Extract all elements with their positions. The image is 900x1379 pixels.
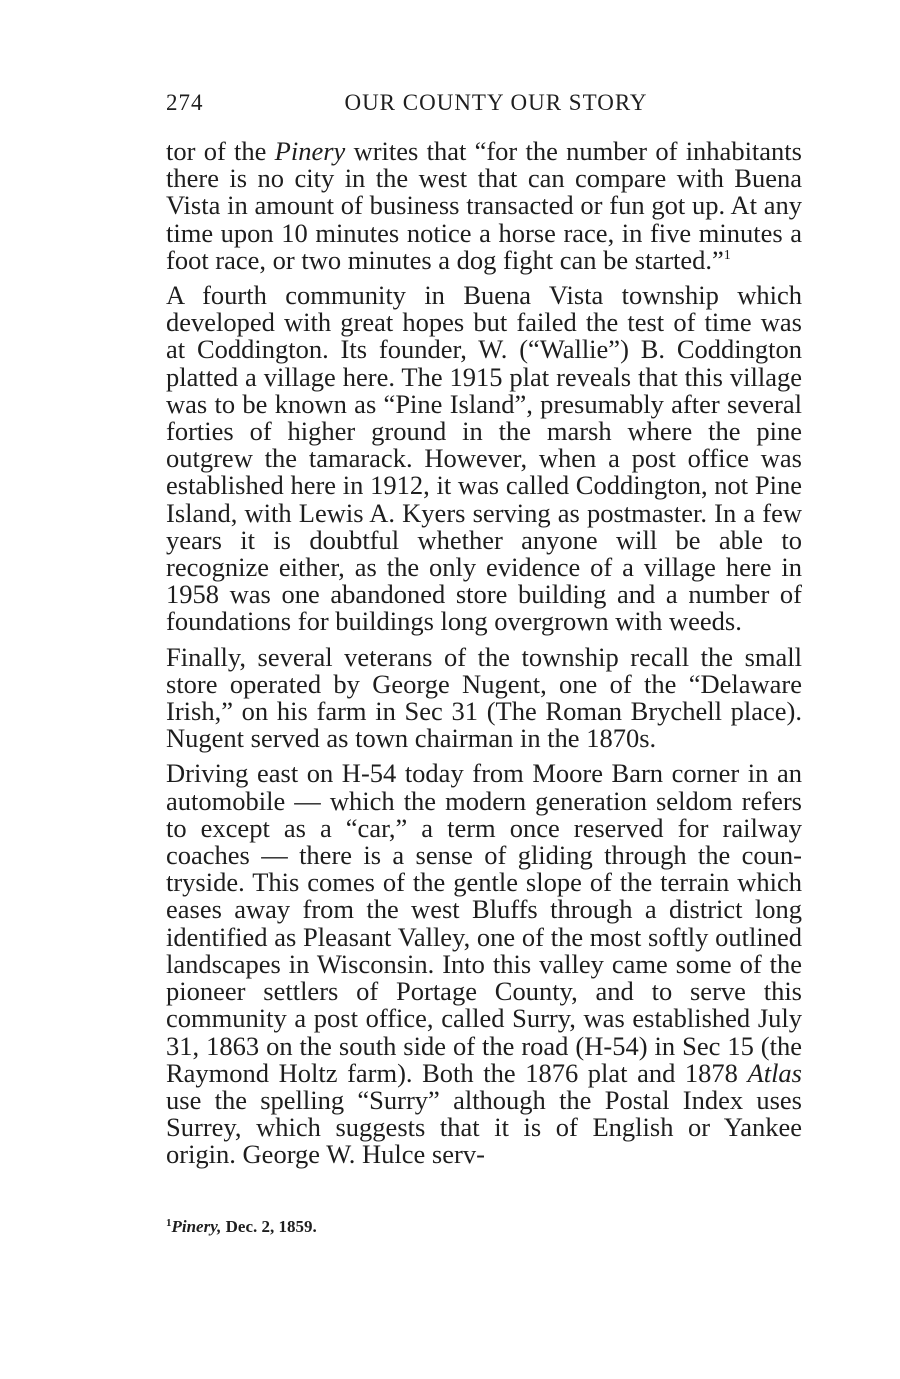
- running-title: OUR COUNTY OUR STORY: [344, 90, 648, 115]
- running-head: [166, 90, 802, 120]
- footnote-source: Pinery,: [171, 1217, 222, 1236]
- page-number: 274: [166, 90, 204, 115]
- body-text: [166, 138, 802, 1177]
- paragraph-nugent: Finally, several veterans of the township recall the small store operated by George Nugent, one of the “Delaware Irish,” on his farm in Sec 31 (The Roman Brychell place). Nugent served as town chairman in the 1870s.: [166, 641, 802, 754]
- paragraph-text: Driving east on H-54 today from Moore Barn corner in an automobile — which the modern generation seldom refers to except as a “car,” a term once reserved for railway coaches — there is a sense of gliding through the countryside. This comes of the gentle slope of the terrain which eases away from the west Bluffs through a district long identified as Pleasant Valley, one of the most softly outlined landscapes in Wisconsin. Into this valley came some of the pioneer settlers of Portage County, and to serve this community a post office, called Surry, was established July 31, 1863 on the south side of the road (H-54) in Sec 15 (the Raymond Holtz farm). Both the 1876 plat and 1878: [166, 758, 802, 1088]
- paragraph-text: writes that “for the number of inhabitants there is no city in the west that can compare with Buena Vista in amount of business transacted or fun got up. At any time upon 10 minutes notice a horse race, in five minutes a foot race, or two minutes a dog fight can be started.”: [166, 136, 802, 275]
- paragraph-text: tor of the: [166, 136, 275, 166]
- paragraph-text: use the spelling “Surry” although the Postal Index uses Surrey, which suggests that it is of English or Yankee origin. George W. Hulce serv-: [166, 1084, 802, 1170]
- publication-title: Atlas: [747, 1057, 802, 1088]
- footnote-reference: 1: [723, 247, 731, 263]
- footnote: [166, 1216, 802, 1238]
- publication-title: Pinery: [274, 136, 346, 166]
- paragraph-continuation: [166, 138, 802, 274]
- paragraph-coddington: A fourth community in Buena Vista township which developed with great hopes but failed the test of time was at Coddington. Its founder, W. (“Wallie”) B. Coddington platted a village here. The 1915 plat reveals that this village was to be known as “Pine Island”, presumably after several forties of higher ground in the marsh where the pine outgrew the tamarack. However, when a post office was established here in 1912, it was called Coddington, not Pine Island, with Lewis A. Kyers serving as postmaster. In a few years it is doubtful whether anyone will be able to recognize either, as the only evidence of a village here in 1958 was one abandoned store building and a number of foundations for buildings long overgrown with weeds.: [166, 280, 802, 637]
- footnote-date: Dec. 2, 1859.: [221, 1217, 317, 1236]
- footnote-mark: 1: [166, 1217, 172, 1229]
- paragraph-surry: [166, 760, 802, 1168]
